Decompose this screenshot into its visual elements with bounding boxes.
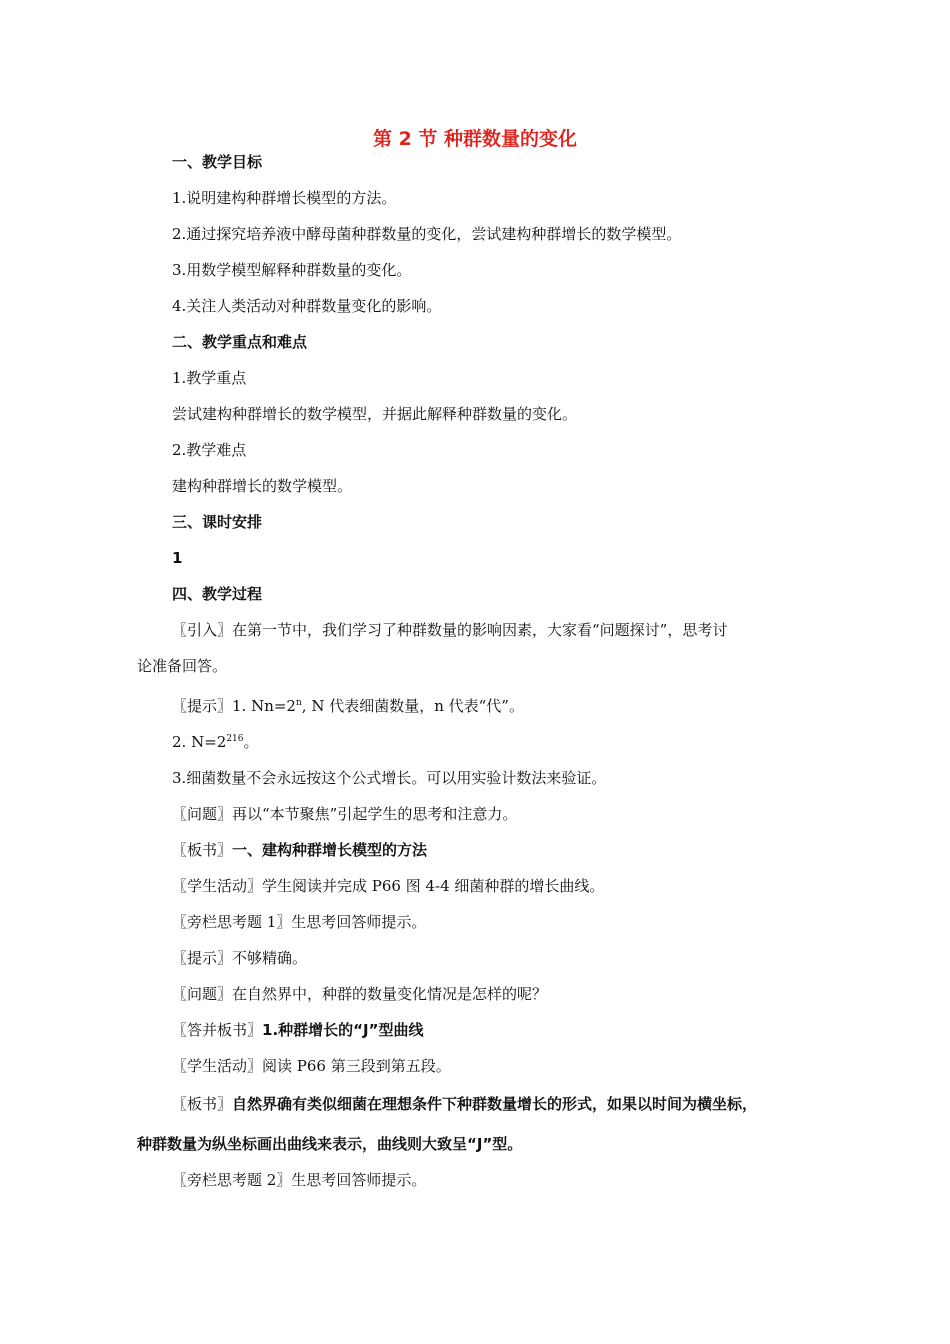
board-text: 一、建构种群增长模型的方法 (232, 841, 428, 859)
hint-formula-text: 。 (243, 733, 259, 751)
intro-line: 〖引入〗在第一节中，我们学习了种群数量的影响因素，大家看“问题探讨”，思考讨 (172, 621, 728, 639)
section-heading-schedule: 三、课时安排 (172, 513, 263, 531)
answer-board-note (172, 1020, 832, 1040)
board-label: 〖板书〗 (172, 841, 233, 859)
objective-item: 2.通过探究培养液中酵母菌种群数量的变化，尝试建构种群增长的数学模型。 (172, 225, 682, 243)
page-title: 第 2 节 种群数量的变化 (372, 128, 578, 150)
sidebar-question: 〖旁栏思考题 1〗生思考回答师提示。 (172, 913, 427, 931)
board-label: 〖板书〗 (172, 1095, 233, 1113)
board-text: 1.种群增长的“J”型曲线 (262, 1021, 424, 1039)
hint-formula-2 (172, 732, 832, 752)
board-text: 自然界确有类似细菌在理想条件下种群数量增长的形式，如果以时间为横坐标， (232, 1095, 758, 1113)
hint-text: 〖提示〗不够精确。 (172, 949, 308, 967)
schedule-value: 1 (172, 549, 183, 567)
hint-formula-text: 2. N=2 (172, 733, 227, 751)
hint-formula-text: , N 代表细菌数量，n 代表“代”。 (301, 697, 524, 715)
hint-formula-exponent: n (295, 698, 302, 708)
question-text: 〖问题〗在自然界中，种群的数量变化情况是怎样的呢？ (172, 985, 548, 1003)
intro-line: 论准备回答。 (137, 657, 228, 675)
sidebar-question: 〖旁栏思考题 2〗生思考回答师提示。 (172, 1171, 427, 1189)
section-heading-key-points: 二、教学重点和难点 (172, 333, 308, 351)
hint-formula-exponent: 216 (226, 734, 244, 744)
hint-formula-1 (172, 696, 832, 716)
board-note (172, 1094, 832, 1114)
objective-item: 1.说明建构种群增长模型的方法。 (172, 189, 397, 207)
section-heading-objectives: 一、教学目标 (172, 153, 263, 171)
key-point-label: 1.教学重点 (172, 369, 247, 387)
objective-item: 4.关注人类活动对种群数量变化的影响。 (172, 297, 442, 315)
objective-item: 3.用数学模型解释种群数量的变化。 (172, 261, 412, 279)
key-point-text: 尝试建构种群增长的数学模型，并据此解释种群数量的变化。 (172, 405, 578, 423)
board-text-continued: 种群数量为纵坐标画出曲线来表示，曲线则大致呈“J”型。 (137, 1135, 523, 1153)
difficulty-label: 2.教学难点 (172, 441, 247, 459)
board-label: 〖答并板书〗 (172, 1021, 263, 1039)
question-text: 〖问题〗再以“本节聚焦”引起学生的思考和注意力。 (172, 805, 518, 823)
student-activity: 〖学生活动〗阅读 P66 第三段到第五段。 (172, 1057, 451, 1075)
section-heading-process: 四、教学过程 (172, 585, 263, 603)
difficulty-text: 建构种群增长的数学模型。 (172, 477, 353, 495)
hint-text: 3.细菌数量不会永远按这个公式增长。可以用实验计数法来验证。 (172, 769, 607, 787)
hint-formula-text: 〖提示〗1. Nn=2 (172, 697, 296, 715)
student-activity: 〖学生活动〗学生阅读并完成 P66 图 4-4 细菌种群的增长曲线。 (172, 877, 605, 895)
board-note (172, 840, 832, 860)
